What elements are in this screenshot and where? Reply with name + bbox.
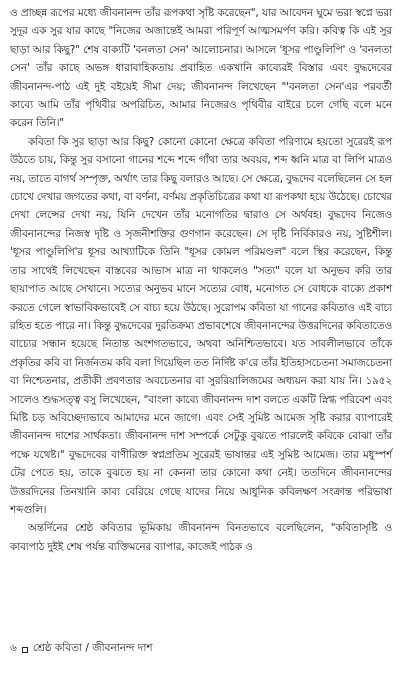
paragraph-2: কবিতা কি সুর ছাড়া আর কিছু? কোনো কোনো ক্ষেত্রে কবিতা পরিণামে হয়তো সুরেরই রূপ উঠতে চায়, কিন্তু সুর বসানো গানের শব্দে শব্দে গাঁথা তার অবয়ব, শব্দ ধ্বনি মাত্র বা লিপি মাত্রও নয়, তাতে বাগর্থ সম্পৃক্ত, অর্থাৎ তার কিছু বলারও আছে। সে ক্ষেত্রে, বুদ্ধদেব বলেছিলেন সে হল চোখে দেখার জগতের কথা, বা বর্ণনা, বর্ণময় প্রকৃতিচিত্রের কথা যা রূপকথা হয়ে উঠেছে। চোখের দেখা লেন্সের দেখা নয়, যিনি দেখেন তাঁর মনোগতির দ্বারাও সে অর্থবহ। বুদ্ধদেব নিজেও জীবনানন্দের নিজস্ব দৃষ্টি ও সৃজনীশক্তির গুণগান করেছেন। সে দৃষ্টি নির্বিকারও নয়, সুষ্টিশীল। 'ধূসর পাণ্ডুলিপি'র ধূসর আখ্যাটিকে তিনি "ধূসর কোমল পরিমণ্ডল" বলে স্থির করেছেন, কিন্তু তার সাথেই লিখেছেন বাস্তবের আভাস মাত্র না থাকলেও "সত্য" বলে যা অনুভব করি তার ছায়াপাত আছে সেখানে। সত্যের অনুভব মানে সত্যের বোধ, মনোগত সে বোধকে বাক্যে প্রকাশ করতে গেলে স্বাভাবিকভাবেই সে বাচ্য হয়ে উঠছে। সুরোপম কবিতা যা গানের কবিতাও এই বাচ্য রহিত হতে পারে না। কিন্তু বুদ্ধদেবের দুরতিক্রম্য প্রভাবশেষে জীবনানন্দের উত্তরদিনের কবিতাতেও বাচ্যের সন্ধান হয়েছে নিতান্ত অংশগতভাবে, অথবা অনিশ্চিতভাবে। যত সাবলীলভাবে তাঁকে প্রকৃতির কবি বা নির্জনতম কবি বলা গিয়েছিল তত নির্দিষ্ট ক'রে তাঁর ইতিহাসচেতনা সমাজচেতনা বা নিশ্চেতনার, প্রতীকী প্রবণতার অবচেতনার বা সুররিয়ালিজমের অধ্যয়ন করা যায় নি। ১৯৫২ সালেও শুদ্ধসত্ত্ব বসু লিখেছেন, "বাংলা কাব্যে জীবনানন্দ দাশ বলতে একটি স্নিগ্ধ পরিবেশ এবং মিষ্টি চড় অবিচ্ছেদ্যভাবে আমাদের মনে জাগে। এবং সেই সুমিষ্ট আমেজ সৃষ্টি করার ব্যাপারেই জীবনানন্দ দাশের সার্থকতা। জীবনানন্দ দাশ সম্পর্কে সেটুকু বুঝতে পারলেই কবিকে বোঝা তাঁর পক্ষে যথেষ্ট।" বুদ্ধদেবের বাণীরিক্ত স্বপ্নপ্রতিম সুরেরই ভাষান্তর এই সুমিষ্ট আমেজ। তার মধুস্পর্শ টের পেতে হয়, তাকে বুঝতে হয় না কেননা তার কোনো কথা নেই। ততদিনে জীবনানন্দের উত্তরদিনের তিনখানি কাব্য বেরিয়ে গেছে যাদের নিয়ে আধুনিক কবিলক্ষণ সংক্রান্ত পরিভাষা শব্দগুলি। [10,135,392,516]
page-footer [10,641,153,658]
running-footer-title: শ্রেষ্ঠ কবিতা / জীবনানন্দ দাশ [32,642,153,654]
paragraph-3: অন্তর্দিনের শ্রেষ্ঠ কবিতার ভূমিকায় জীবনানন্দ বিনতভাবে বলেছিলেন, "কবিতাসৃষ্টি ও কাব্যপাঠ দুইই শেষ পর্যন্ত ব্যক্তিমনের ব্যাপার, কাজেই পাঠক ও [10,522,392,553]
paragraph-1: ও প্রাচ্ছন্ন রূপের মধ্যে জীবনানন্দ তাঁর রূপকথা সৃষ্টি করেছেন", যার আবেদন ঘুমে ভরা স্বপ্নে ভরা সুদূর এক সুর যার কাছে "নিজের অজান্তেই আমরা পরিপূর্ণ আত্মসমর্পণ করি। কবিত্ব কি এই সুর ছাড়া আর কিছু?" শেষ বাক্যটি 'বনলতা সেন' আলোচনার। আসলে 'ধূসর পাণ্ডুলিপি' ও 'বনলতা সেন' তাঁর কাছে অভঙ্গ ধারাবাহিকতায় প্রবাহিত একখানি কাব্যেরই বিস্তার এবং বুদ্ধদেবের জীবনানন্দ-পাঠ এই দুই বইয়েই সীমা দেয়; জীবনানন্দ লিখেছেন "'বনলতা সেন'এর পরবর্তী কাব্যে আমি তাঁর পৃথিবীর অপরিচিত, আমার নিজেরও পৃথিবীর বাইরে চলে গেছি বলে মনে করেন তিনি।" [10,7,392,130]
page-number: ৬ [10,642,17,654]
box-separator-icon [22,647,28,653]
